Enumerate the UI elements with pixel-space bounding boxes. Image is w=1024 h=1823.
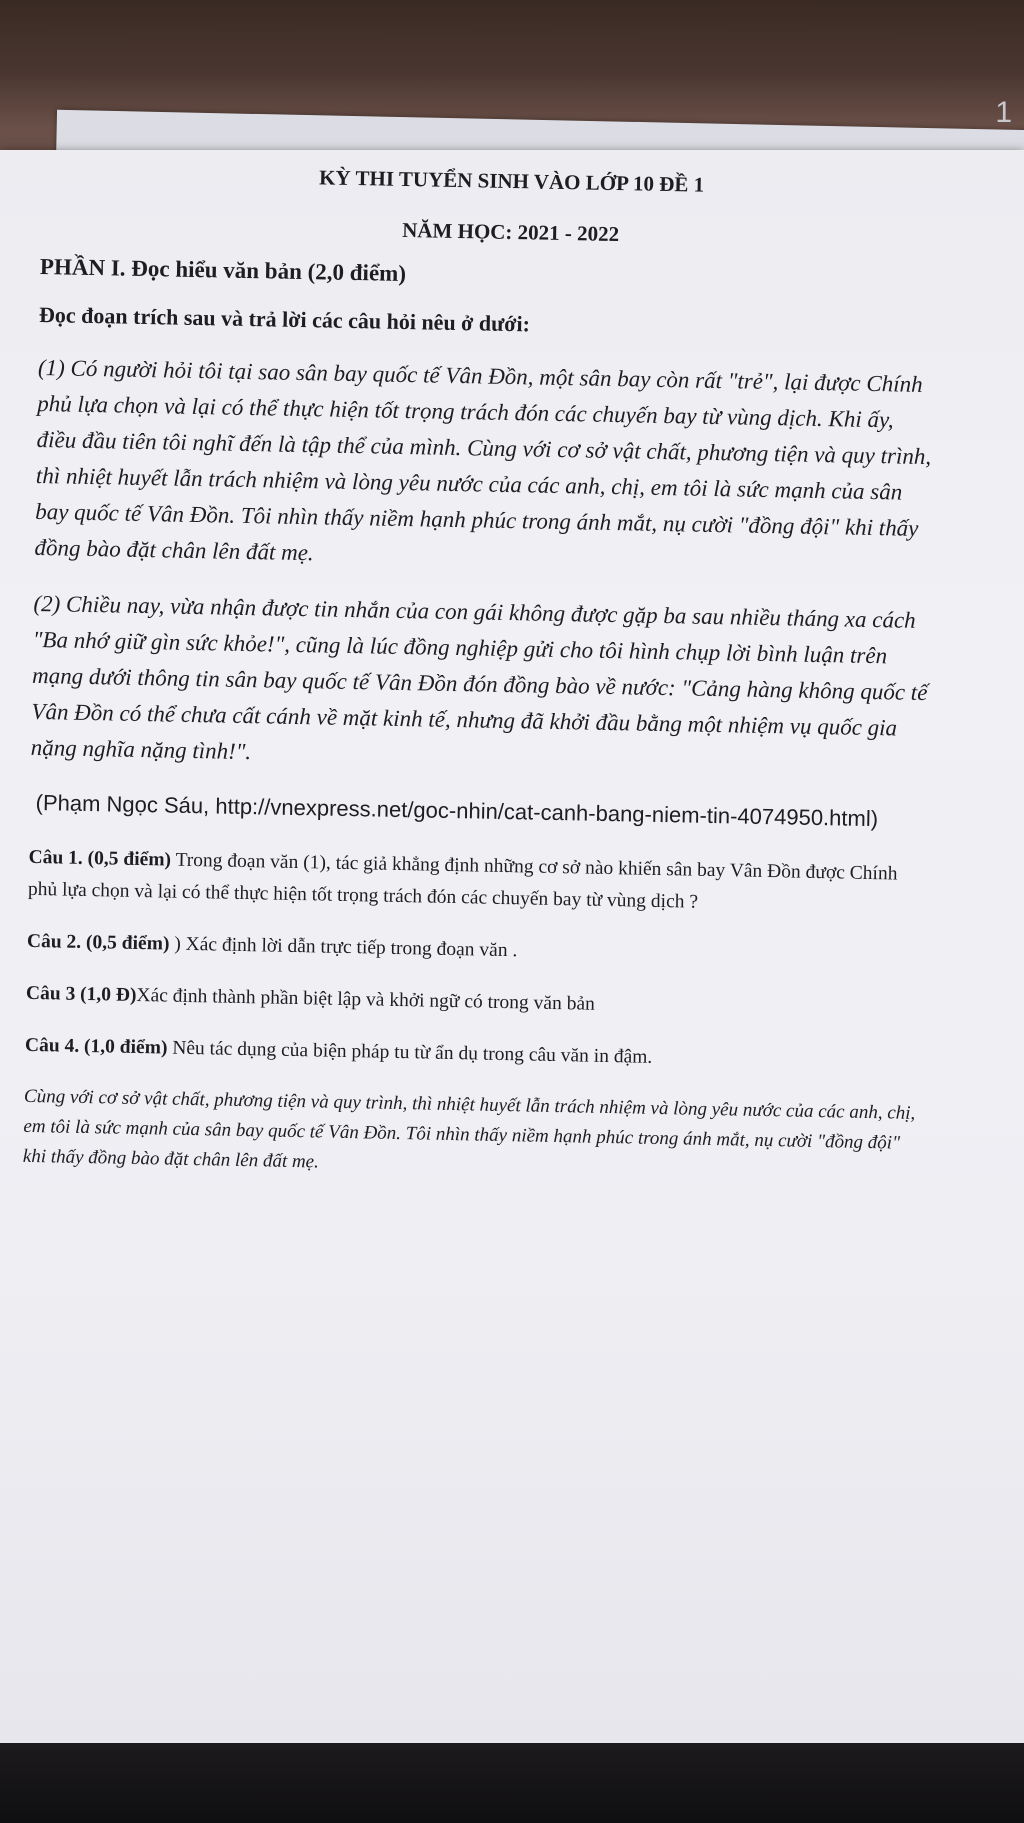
question-2-label: Câu 2. (0,5 điểm) [26,930,170,955]
question-3-text: Xác định thành phần biệt lập và khởi ngữ có trong văn bản [136,984,596,1015]
page-number: 1 [995,96,1012,129]
question-4-text: Nêu tác dụng của biện pháp tu từ ẩn dụ trong câu văn in đậm. [167,1037,653,1068]
exam-title: KỲ THI TUYỂN SINH VÀO LỚP 10 ĐỀ 1 [318,165,705,197]
question-4 [25,1030,925,1079]
quoted-sentence: Cùng với cơ sở vật chất, phương tiện và quy trình, thì nhiệt huyết lẫn trách nhiệm và lòng yêu nước của các anh, chị, em tôi là sức mạnh của sân bay quốc tế Vân Đồn. Tôi nhìn thấy niềm hạnh phúc trong ánh mắt, nụ cười "đồng đội" khi thấy đồng bào đặt chân lên đất mẹ. [22,1085,916,1173]
question-2 [27,926,927,975]
school-year: NĂM HỌC: 2021 - 2022 [401,217,620,247]
passage-source: (Phạm Ngọc Sáu, http://vnexpress.net/goc-nhin/cat-canh-bang-niem-tin-4074950.html) [35,789,879,832]
desk-surface [0,1743,1024,1823]
question-1-label: Câu 1. (0,5 điểm) [28,846,172,871]
section-heading: PHẦN I. Đọc hiểu văn bản (2,0 điểm) [39,253,407,287]
question-4-label: Câu 4. (1,0 điểm) [24,1034,168,1059]
passage-paragraph-2: (2) Chiều nay, vừa nhận được tin nhắn của con gái không được gặp ba sau nhiều tháng xa cách "Ba nhớ giữ gìn sức khỏe!", cũng là lúc đồng nghiệp gửi cho tôi hình chụp lời bình luận trên mạng dưới thông tin sân bay quốc tế Vân Đồn đón đồng bào về nước: "Cảng hàng không quốc tế Vân Đồn có thể chưa cất cánh về mặt kinh tế, nhưng đã khởi đầu bằng một nhiệm vụ quốc gia nặng nghĩa nặng tình!". [30,590,928,765]
passage-paragraph-1: (1) Có người hỏi tôi tại sao sân bay quốc tế Vân Đồn, một sân bay còn rất "trẻ", lại được Chính phủ lựa chọn và lại có thể thực hiện tốt trọng trách đón các chuyến bay từ vùng dịch. Khi ấy, điều đầu tiên tôi nghĩ đến là tập thể của mình. Cùng với cơ sở vật chất, phương tiện và quy trình, thì nhiệt huyết lẫn trách nhiệm và lòng yêu nước của các anh, chị, em tôi là sức mạnh của sân bay quốc tế Vân Đồn. Tôi nhìn thấy niềm hạnh phúc trong ánh mắt, nụ cười "đồng đội" khi thấy đồng bào đặt chân lên đất mẹ. [34,354,932,566]
exam-content [23,160,942,1189]
question-1-text: Trong đoạn văn (1), tác giả khẳng định những cơ sở nào khiến sân bay Vân Đồn được Chính phủ lựa chọn và lại có thể thực hiện tốt trọng trách đón các chuyến bay từ vùng dịch ? [27,849,898,913]
question-3 [26,978,926,1027]
reading-instruction: Đọc đoạn trích sau và trả lời các câu hỏi nêu ở dưới: [38,301,531,337]
question-2-text: ) Xác định lời dẫn trực tiếp trong đoạn văn . [169,933,518,962]
question-1 [28,842,929,923]
question-3-label: Câu 3 (1,0 Đ) [25,982,137,1006]
